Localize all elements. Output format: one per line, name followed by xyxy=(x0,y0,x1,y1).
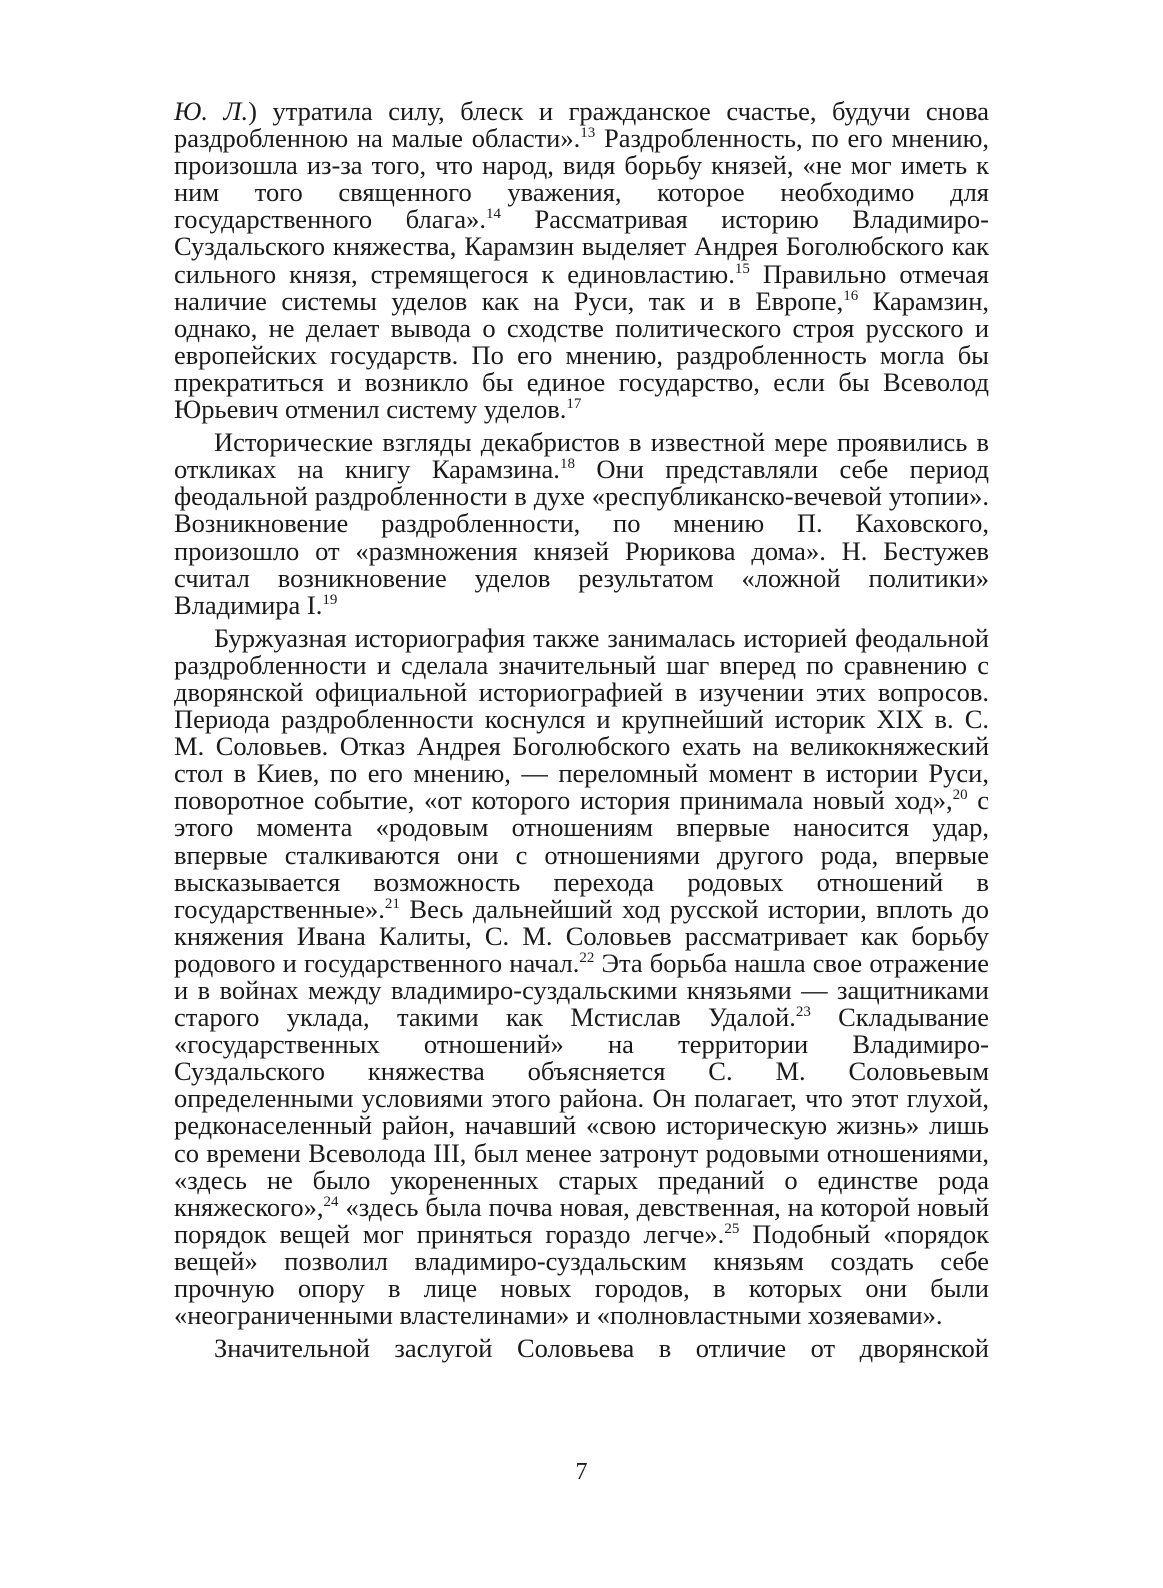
footnote-ref: 14 xyxy=(486,206,501,223)
text-run: Раздробленность, по его мнению, произошла из-за того, что народ, видя борьбу князей, «не мог иметь к ним того священного уважения, которое необходимо для государственного блага». xyxy=(174,123,989,235)
footnote-ref: 15 xyxy=(734,260,750,277)
footnote-ref: 19 xyxy=(322,591,338,608)
text-run: Ю. Л.) утратила силу, блеск и гражданское счастье, будучи снова раздробленною на малые области». xyxy=(174,96,989,154)
paragraph-3 xyxy=(174,622,990,1331)
text-run: «здесь была почва новая, девственная, на которой новый порядок вещей мог приняться гораздо легче». xyxy=(174,1191,989,1249)
footnote-ref: 20 xyxy=(952,787,968,804)
footnote-ref: 25 xyxy=(724,1220,740,1237)
text-run: Правильно отмечая наличие системы уделов как на Руси, так и в Европе, xyxy=(174,258,989,316)
footnote-ref: 21 xyxy=(384,895,400,912)
footnote-ref: 17 xyxy=(566,396,582,413)
text-run: Складывание «государственных отношений» на территории Владимиро-Суздальского княжества объясняется С. М. Соловьевым определенными условиями этого района. Он полагает, что этот глухой, редконаселенный район, начавший «свою историческую жизнь» лишь со времени Всеволода III, был менее затронут родовыми отношениями, «здесь не было укорененных старых преданий о единстве рода княжеского», xyxy=(174,1002,990,1222)
text-run: Подобный «порядок вещей» позволил владимиро-суздальским князьям создать себе прочную опору в лице новых городов, в которых они были «неограниченными властелинами» и «полновластными хозяевами». xyxy=(174,1218,989,1331)
footnote-ref: 22 xyxy=(579,949,595,966)
text-run: Эта борьба нашла свое отражение и в войнах между владимиро-суздальскими князьями — защитниками старого уклада, такими как Мстислав Удалой. xyxy=(174,947,989,1033)
page-number: 7 xyxy=(575,1459,588,1485)
footnote-ref: 24 xyxy=(323,1193,339,1210)
text-run: Значительной заслугой Соловьева в отличие от дворянской xyxy=(214,1333,989,1364)
text-run: Они представляли себе период феодальной раздробленности в духе «республиканско-вечевой утопии». Возникновение раздробленности, по мнению П. Каховского, произошло от «размножения князей Рюрикова дома». Н. Бестужев считал возникновение уделов результатом «ложной политики» Владимира I. xyxy=(174,454,989,620)
footnote-ref: 16 xyxy=(843,287,859,304)
text-run: Весь дальнейший ход русской истории, вплоть до княжения Ивана Калиты, С. М. Соловьев рассматривает как борьбу родового и государственного начал. xyxy=(174,893,989,978)
footnote-ref: 23 xyxy=(795,1004,811,1021)
text-run: Исторические взгляды декабристов в известной мере проявились в откликах на книгу Карамзина. xyxy=(174,427,989,485)
text-run: Карамзин, однако, не делает вывода о сходстве политического строя русского и европейских государств. По его мнению, раздробленность могла бы прекратиться и возникло бы единое государство, если бы Всеволод Юрьевич отменил систему уделов. xyxy=(174,285,990,425)
text-run: Рассматривая историю Владимиро-Суздальского княжества, Карамзин выделяет Андрея Боголюбского как сильного князя, стремящегося к единовластию. xyxy=(174,204,989,289)
footnote-ref: 18 xyxy=(559,456,575,473)
text-run: с этого момента «родовым отношениям впервые наносится удар, впервые сталкиваются они с отношениями другого рода, впервые высказывается возможность перехода родовых отношений в государственные». xyxy=(174,785,990,924)
text-run: Буржуазная историография также занималась историей феодальной раздробленности и сделала значительный шаг вперед по сравнению с дворянской официальной историографией в изучении этих вопросов. Периода раздробленности коснулся и крупнейший историк XIX в. С. М. Соловьев. Отказ Андрея Боголюбского ехать на великокняжеский стол в Киев, по его мнению, — переломный момент в истории Руси, поворотное событие, «от которого история принимала новый ход», xyxy=(174,622,989,816)
paragraph-1 xyxy=(174,98,989,423)
paragraph-2 xyxy=(174,429,989,619)
page-body xyxy=(174,98,989,1362)
paragraph-4 xyxy=(174,1335,989,1362)
footnote-ref: 13 xyxy=(580,125,596,142)
